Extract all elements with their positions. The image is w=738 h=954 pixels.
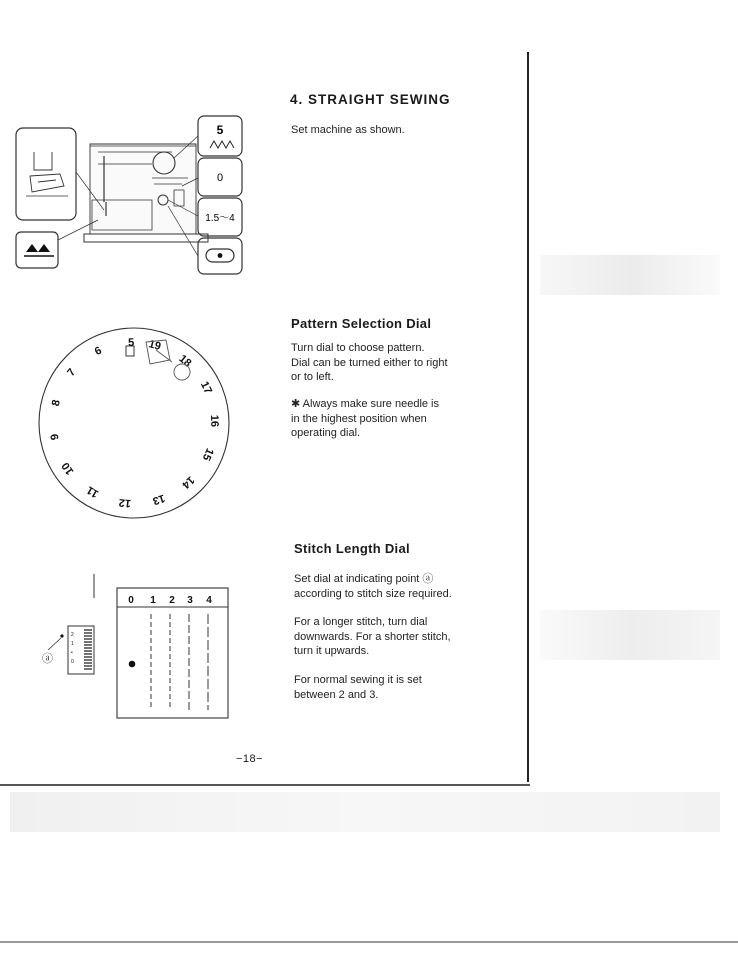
pattern-dial-line: Turn dial to choose pattern. — [291, 342, 425, 354]
dial-number: 5 — [127, 336, 135, 350]
stitch-length-line: For a longer stitch, turn dial — [294, 616, 428, 628]
section-intro: Set machine as shown. — [291, 124, 405, 136]
scale-label: 3 — [187, 595, 193, 606]
feed-dog-callout — [16, 232, 58, 268]
page-number: −18− — [236, 753, 264, 765]
stitch-length-figure — [30, 574, 230, 722]
note-line: ✱ Always make sure needle is — [291, 398, 440, 410]
pointer-label: ⓐ — [42, 653, 53, 665]
stitch-length-line: between 2 and 3. — [294, 688, 379, 701]
scale-label: 1 — [150, 595, 156, 606]
pattern-dial-line: or to left. — [291, 371, 334, 383]
svg-text:2: 2 — [71, 632, 74, 638]
svg-text:0: 0 — [71, 659, 74, 665]
stitch-length-line: Set dial at indicating point ⓐ — [294, 573, 434, 585]
pattern-dial-text — [291, 341, 476, 385]
stitch-length-p2 — [294, 615, 475, 659]
note-line: operating dial. — [291, 427, 361, 439]
dial-number: 13 — [151, 491, 167, 507]
scan-bottom-edge — [0, 941, 738, 943]
stitch-length-line: according to stitch size required. — [294, 587, 452, 600]
machine-figure — [12, 112, 252, 280]
pattern-dial-line: Dial can be turned either to right — [291, 356, 448, 369]
dial-number: 17 — [197, 379, 215, 396]
dial-number: 19 — [147, 338, 163, 353]
pattern-number: 5 — [216, 123, 224, 137]
dial-number: 15 — [199, 446, 216, 463]
stitch-length-line: turn it upwards. — [294, 645, 370, 657]
page-bottom-edge — [0, 784, 530, 786]
page-edge-line — [527, 52, 529, 782]
scan-noise — [540, 255, 720, 295]
stitch-length-p3 — [294, 673, 475, 702]
presser-foot-callout — [16, 128, 76, 220]
note-line: in the highest position when — [291, 412, 427, 425]
svg-text:1: 1 — [71, 641, 74, 647]
scan-noise — [10, 792, 720, 832]
stitch-length-heading: Stitch Length Dial — [294, 541, 410, 556]
width-value: 0 — [216, 172, 224, 184]
scale-label: 4 — [206, 595, 212, 606]
dial-number: 12 — [118, 495, 132, 510]
feed-dog-icon — [26, 244, 50, 252]
stitch-dot — [129, 661, 136, 668]
length-value: 1.5～4 — [205, 213, 235, 224]
stitch-length-line: For normal sewing it is set — [294, 674, 422, 686]
dial-number: 18 — [176, 352, 194, 370]
dial-outline — [39, 328, 229, 518]
dial-number: 8 — [49, 398, 63, 408]
dial-number: 6 — [92, 344, 104, 359]
scan-noise — [540, 610, 720, 660]
dial-number: 10 — [59, 459, 77, 477]
dial-number: 14 — [179, 473, 197, 491]
section-title: 4. STRAIGHT SEWING — [290, 92, 451, 107]
stitch-length-line: downwards. For a shorter stitch, — [294, 630, 451, 643]
pattern-dial-note — [291, 397, 472, 441]
dial-number: 16 — [207, 414, 221, 428]
dial-number: 7 — [65, 366, 79, 379]
svg-text:•: • — [71, 650, 73, 656]
scale-label: 2 — [169, 595, 175, 606]
stitch-length-p1 — [294, 572, 475, 601]
pattern-dial-heading: Pattern Selection Dial — [291, 316, 432, 331]
scale-label: 0 — [128, 595, 134, 606]
needle-position-dot — [218, 253, 223, 258]
dial-number: 11 — [84, 483, 101, 500]
pattern-selection-dial — [34, 326, 234, 520]
dial-number: 9 — [48, 432, 62, 441]
